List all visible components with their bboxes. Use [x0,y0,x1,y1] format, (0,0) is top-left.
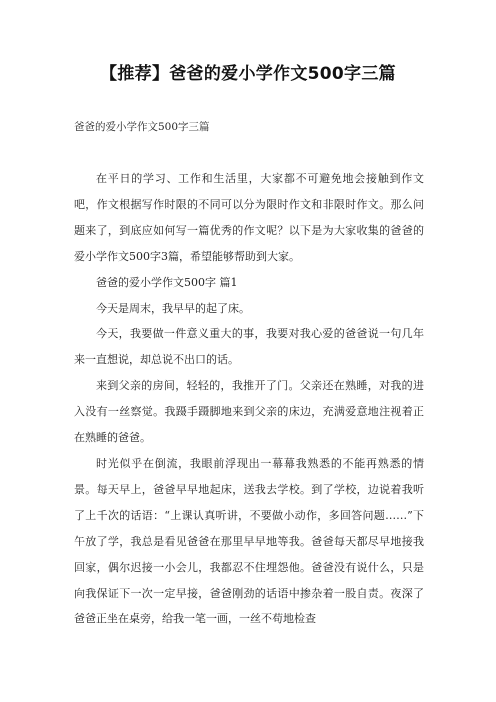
document-subtitle: 爸爸的爱小学作文500字三篇 [74,121,210,133]
body-paragraph: 今天，我要做一件意义重大的事，我要对我心爱的爸爸说一句几年来一直想说，却总说不出口的话。 [74,327,424,367]
body-paragraph: 今天是周末，我早早的起了床。 [96,301,250,315]
section-heading: 爸爸的爱小学作文500字 篇1 [96,275,238,289]
document-body [74,166,424,632]
document-title: 【推荐】爸爸的爱小学作文500字三篇 [100,64,396,84]
intro-paragraph: 在平日的学习、工作和生活里，大家都不可避免地会接触到作文吧，作文根据写作时限的不同可以分为限时作文和非限时作文。那么问题来了，到底应如何写一篇优秀的作文呢？以下是为大家收集的爸爸的爱小学作文500字3篇，希望能够帮助到大家。 [74,172,424,263]
body-paragraph: 来到父亲的房间，轻轻的，我推开了门。父亲还在熟睡，对我的进入没有一丝察觉。我蹑手蹑脚地来到父亲的床边，充满爱意地注视着正在熟睡的爸爸。 [74,379,424,445]
body-paragraph: 时光似乎在倒流，我眼前浮现出一幕幕我熟悉的不能再熟悉的情景。每天早上，爸爸早早地起床，送我去学校。到了学校，边说着我听了上千次的话语：“上课认真听讲，不要做小动作，多回答问题……”下午放了学，我总是看见爸爸在那里早早地等我。爸爸每天都尽早地接我回家，偶尔迟接一小会儿，我都忍不住埋怨他。爸爸没有说什么，只是向我保证下一次一定早接，爸爸刚劲的话语中掺杂着一股自责。夜深了爸爸正坐在桌旁，给我一笔一画，一丝不苟地检查 [74,456,424,626]
